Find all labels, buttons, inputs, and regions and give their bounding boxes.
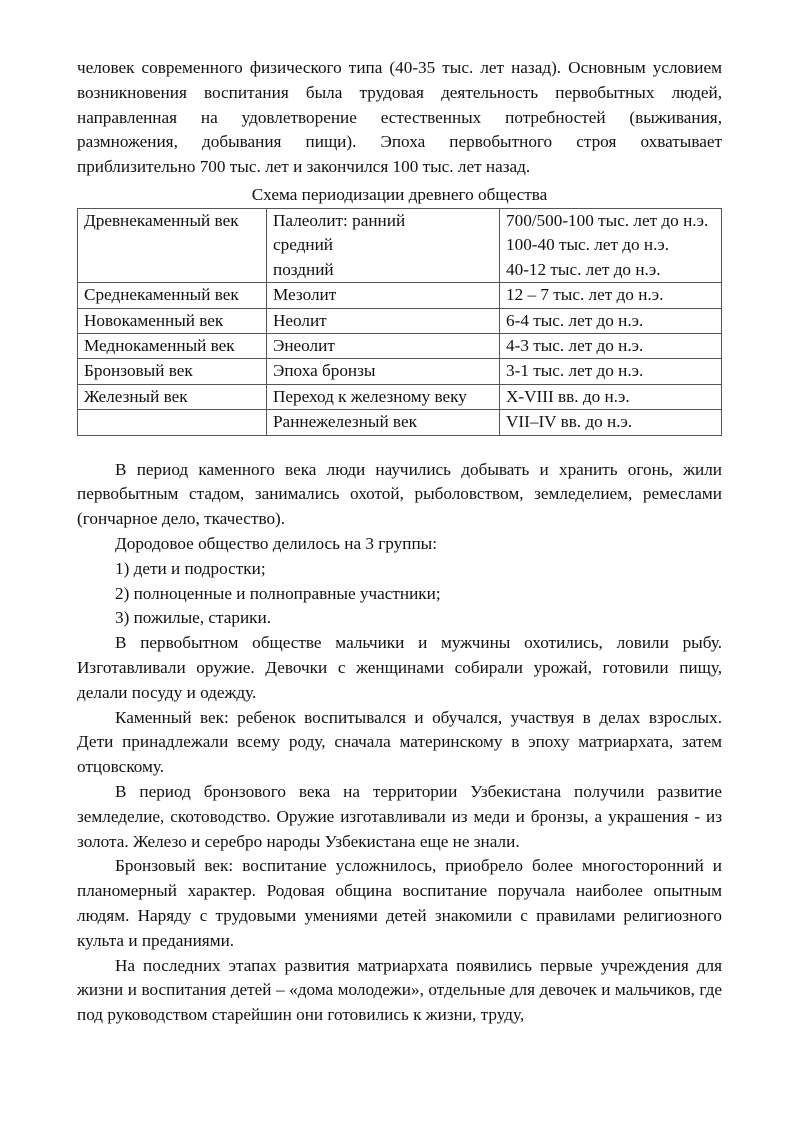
table-cell-dates: 3-1 тыс. лет до н.э.: [500, 359, 722, 384]
dates-line: 40-12 тыс. лет до н.э.: [506, 259, 661, 279]
table-caption: Схема периодизации древнего общества: [251, 184, 548, 204]
list-item: 2) полноценные и полноправные участники;: [115, 583, 441, 603]
table-cell-period: Раннежелезный век: [267, 410, 500, 435]
table-cell-age: [78, 410, 267, 435]
table-cell-age: Новокаменный век: [78, 308, 267, 333]
table-row: [78, 384, 722, 409]
table-row: [78, 208, 722, 282]
paragraph: В период бронзового века на территории Узбекистана получили развитие земледелие, скотоводство. Оружие изготавливали из меди и бронзы, а украшения - из золота. Железо и серебро народы Узбекистана еще не знали.: [77, 782, 722, 851]
period-line: Палеолит: ранний: [273, 210, 406, 230]
table-cell-period: [267, 208, 500, 282]
table-cell-period: Мезолит: [267, 283, 500, 308]
period-line: средний: [273, 235, 333, 255]
paragraph: Бронзовый век: воспитание усложнилось, приобрело более многосторонний и планомерный характер. Родовая община воспитание поручала наиболее опытным людям. Наряду с трудовыми умениями детей знакомили с правилами религиозного культа и преданиями.: [77, 856, 722, 950]
table-row: [78, 359, 722, 384]
table-cell-age: Древнекаменный век: [78, 208, 267, 282]
table-cell-age: Меднокаменный век: [78, 334, 267, 359]
table-row: [78, 308, 722, 333]
table-cell-period: Энеолит: [267, 334, 500, 359]
table-row: [78, 283, 722, 308]
dates-line: 700/500-100 тыс. лет до н.э.: [506, 210, 709, 230]
period-line: поздний: [273, 259, 334, 279]
table-cell-period: Неолит: [267, 308, 500, 333]
body-text: [77, 458, 722, 1028]
table-cell-dates: 6-4 тыс. лет до н.э.: [500, 308, 722, 333]
list-item: 1) дети и подростки;: [115, 558, 266, 578]
table-row: [78, 334, 722, 359]
paragraph: На последних этапах развития матриархата появились первые учреждения для жизни и воспитания детей – «дома молодежи», отдельные для девочек и мальчиков, где под руководством старейшин они готовились к жизни, труду,: [77, 955, 722, 1025]
paragraph: В первобытном обществе мальчики и мужчины охотились, ловили рыбу. Изготавливали оружие. Девочки с женщинами собирали урожай, готовили пищу, делали посуду и одежду.: [77, 633, 722, 702]
periodization-table: [77, 208, 722, 436]
table-cell-age: Среднекаменный век: [78, 283, 267, 308]
table-row: [78, 410, 722, 435]
table-cell-period: Эпоха бронзы: [267, 359, 500, 384]
table-cell-period: Переход к железному веку: [267, 384, 500, 409]
paragraph: Каменный век: ребенок воспитывался и обучался, участвуя в делах взрослых. Дети принадлежали всему роду, сначала материнскому в эпоху матриархата, затем отцовскому.: [77, 707, 722, 777]
list-item: 3) пожилые, старики.: [115, 608, 272, 628]
paragraph: Дородовое общество делилось на 3 группы:: [115, 534, 437, 554]
table-cell-dates: VII–IV вв. до н.э.: [500, 410, 722, 435]
dates-line: 100-40 тыс. лет до н.э.: [506, 235, 670, 255]
table-cell-dates: 12 – 7 тыс. лет до н.э.: [500, 283, 722, 308]
table-cell-dates: X-VIII вв. до н.э.: [500, 384, 722, 409]
intro-paragraph: человек современного физического типа (40-35 тыс. лет назад). Основным условием возникновения воспитания была трудовая деятельность первобытных людей, направленная на удовлетворение естественных потребностей (выживания, размножения, добывания пищи). Эпоха первобытного строя охватывает приблизительно 700 тыс. лет и закончился 100 тыс. лет назад.: [77, 58, 722, 177]
table-cell-dates: 4-3 тыс. лет до н.э.: [500, 334, 722, 359]
table-cell-age: Железный век: [78, 384, 267, 409]
table-cell-age: Бронзовый век: [78, 359, 267, 384]
table-cell-dates: [500, 208, 722, 282]
paragraph: В период каменного века люди научились добывать и хранить огонь, жили первобытным стадом, занимались охотой, рыболовством, земледелием, ремеслами (гончарное дело, ткачество).: [77, 459, 722, 529]
